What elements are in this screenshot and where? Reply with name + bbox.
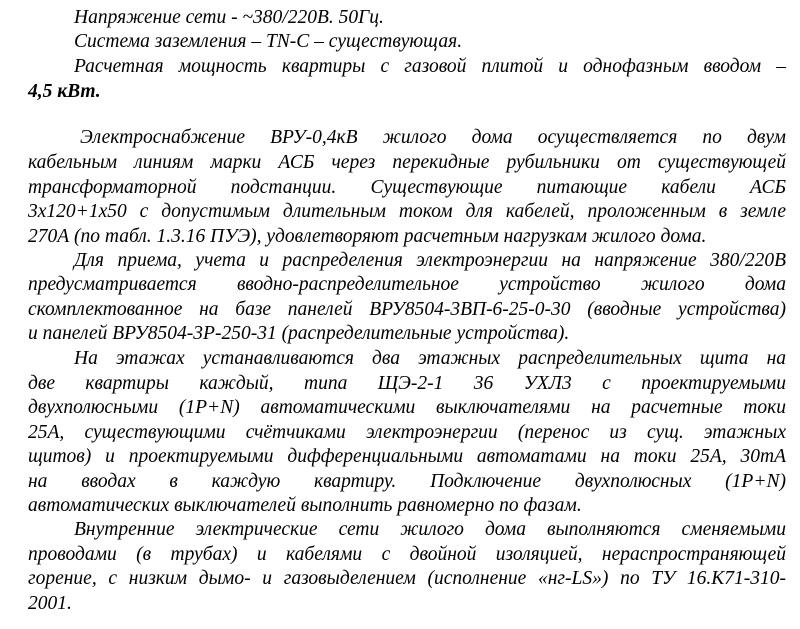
paragraph-1-line: кабельным линиям марки АСБ через перекидные рубильники от существующей xyxy=(28,152,786,173)
paragraph-2-line: и панелей ВРУ8504-3Р-250-31 (распределительные устройства). xyxy=(28,323,570,344)
grounding-line: Система заземления – TN-C – существующая. xyxy=(74,31,463,52)
paragraph-2-line: Для приема, учета и распределения электроэнергии на напряжение 380/220В xyxy=(74,250,786,271)
paragraph-1-line: Электроснабжение ВРУ-0,4кВ жилого дома осуществляется по двум xyxy=(80,127,786,148)
paragraph-4-line: проводами (в трубах) и кабелями с двойной изоляцией, нераспространяющей xyxy=(28,544,786,565)
paragraph-3-line: двухполюсными (1P+N) автоматическими выключателями на расчетные токи xyxy=(28,397,786,418)
paragraph-1-line: 270А (по табл. 1.3.16 ПУЭ), удовлетворяют расчетным нагрузкам жилого дома. xyxy=(28,226,707,247)
paragraph-1-line: 3х120+1х50 с допустимым длительным током для кабелей, проложенным в земле xyxy=(28,201,786,222)
paragraph-3-line: 25А, существующими счётчиками электроэнергии (перенос из сущ. этажных xyxy=(28,422,786,443)
paragraph-2-line: скомплектованное на базе панелей ВРУ8504-3ВП-6-25-0-30 (вводные устройства) xyxy=(28,299,786,320)
voltage-line: Напряжение сети - ~380/220В. 50Гц. xyxy=(74,7,384,28)
power-value: 4,5 кВт. xyxy=(28,81,101,102)
paragraph-4-line: горение, с низким дымо- и газовыделением (исполнение «нг-LS») по ТУ 16.К71-310- xyxy=(28,568,786,589)
paragraph-4-line: Внутренние электрические сети жилого дома выполняются сменяемыми xyxy=(74,519,786,540)
power-line: Расчетная мощность квартиры с газовой плитой и однофазным вводом – xyxy=(74,56,786,77)
paragraph-3-line: автоматических выключателей выполнить равномерно по фазам. xyxy=(28,495,582,516)
paragraph-4-line: 2001. xyxy=(28,593,72,614)
paragraph-1-line: трансформаторной подстанции. Существующие питающие кабели АСБ xyxy=(28,177,786,198)
paragraph-3-line: две квартиры каждый, типа ЩЭ-2-1 36 УХЛ3 с проектируемыми xyxy=(28,373,786,394)
paragraph-3-line: щитов) и проектируемыми дифференциальными автоматами на токи 25А, 30mA xyxy=(28,446,786,467)
paragraph-3-line: На этажах устанавливаются два этажных распределительных щита на xyxy=(74,348,786,369)
paragraph-2-line: предусматривается вводно-распределительное устройство жилого дома xyxy=(28,274,786,295)
paragraph-3-line: на вводах в каждую квартиру. Подключение двухполюсных (1P+N) xyxy=(28,471,786,492)
